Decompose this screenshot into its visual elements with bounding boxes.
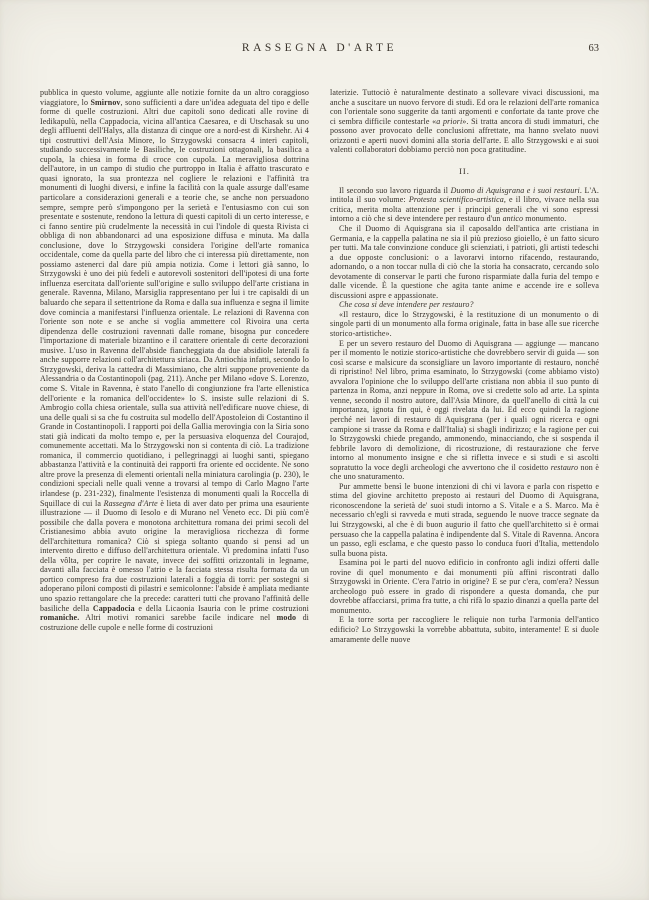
paragraph <box>330 482 599 558</box>
italic-text-segment: Protesta scientifico-artistica <box>408 195 504 205</box>
paragraph <box>330 558 599 615</box>
bold-text-segment: Cappadocia <box>92 603 135 613</box>
text-segment: E la torre sorta per raccogliere le reliquie non turba l'armonia dell'antico edificio? Lo Strzygowski la vorrebbe abbattuta, subito, interamente! E si duole amaramente delle nuove <box>330 615 599 644</box>
journal-title: RASSEGNA D'ARTE <box>241 42 398 54</box>
text-segment: Che il Duomo di Aquisgrana sia il caposaldo dell'antica arte cristiana in Germania, e la cappella palatina ne sia il più prezioso gioiello, è un fatto sicuro per tutti. Ma tale convinzione conduce gli scienziati, i patrioti, gli artisti tedeschi a due opposte conclusioni: o a lavorarvi intorno rifacendo, restaurando, adornando, o a non toccar nulla di ciò che la storia ha consacrato, cercando solo devotamente di conservar le parti che furono risparmiate dalla furia del tempo e dalle vicende. È la questione che agita tante anime e accende ire e solleva discussioni aspre e appassionate. <box>330 224 599 300</box>
text-segment: ». Si tratta ancora di studi immaturi, che possono aver provocato delle conclusioni affrettate, ma hanno svelato nuovi orizzonti e aperti nuovi domini alla storia dell'arte. E allo Strzygowski e ai suoi valenti collaboratori dobbiamo perciò non poca gratitudine. <box>330 116 599 155</box>
text-segment: è lieta di aver dato per prima una esauriente illustrazione — il Duomo di Iesolo e di Murano nel Veneto ecc. Di più com'è possibile che dalla povera e monotona architettura romana dei primi secoli del Cristianesimo abbia avuto origine la meravigliosa ricchezza di forme dell'architettura romanica? Ciò si spiega soltanto quando si pensi ad un intervento diretto e diffuso dell'architettura orientale. Vi predomina infatti l'uso della vôlta, per coprire le navate, invece dei soffitti orizzontali in legname, davanti alla facciata è omesso l'atrio e la facciata stessa risulta formata da un portico compreso fra due costruzioni laterali a foggia di torri: per sostegni si adoperano piloni composti di pilastri e semicolonne: l'abside è ampliata mediante uno spazio rettangolare che la precede: caratteri tutti che provano l'affinità delle basiliche della <box>40 498 309 613</box>
text-segment: , sono sufficienti a dare un'idea adeguata del tipo e delle forme di quelle costruzioni. Altri due capitoli sono dedicati alle rovine di Iedikapulù, nella Cappadocia, vicina all'antica Caesarea, e di Utschasak su uno degli affluenti dell'Halys, alla distanza di cinque ore a nord-est di Kirshehr. Ai 4 tipi costruttivi dell'Asia Minore, lo Strzygowski consacra 4 interi capitoli, studiando successivamente le Basiliche, le costruzioni ottagonali, la basilica a cupola, la chiesa in forma di croce con cupola. La meravigliosa dottrina dell'autore, in un campo di studio che purtroppo in Italia è affatto trascurato e quasi ignorato, la sua prontezza nel cogliere le relazioni e l'affinità tra monumenti di luoghi diversi, e infine la facilità con la quale assurge dall'esame particolare a considerazioni generali e a teorie che, se anche non persuadono sempre, sempre però s'impongono per la serietà e l'entusiasmo con cui son presentate e sostenute, rendono la lettura di questi capitoli di un certo interesse, e ci fanno sentire più crudelmente la necessità in cui l'indole di questa Rivista ci obbliga di non abbandonarci ad una esposizione diffusa e minuta. Ma dalla conclusione, dove lo Strzygowski considera l'origine dell'arte romanica occidentale, come da quella parte del libro che ci interessa più direttamente, non possiamo astenerci dal dare più ampia notizia. Come i lettori già sanno, lo Strzygowski è uno dei più fedeli e autorevoli sostenitori dell'ipotesi di una forte influenza esercitata dall'oriente sull'origine e sullo sviluppo dell'arte cristiana in generale. Ravenna, Milano, Marsiglia rappresentano per lui i tre capisaldi di un baluardo che separa il settentrione da Roma e dalla sua influenza e segna il limite dove comincia a manifestarsi l'influenza orientale. Le relazioni di Ravenna con l'oriente son note e se anche si voglia ammettere col Rivoira una certa dipendenza delle costruzioni ravennati dalle romane, bisogna pur concedere l'importazione di materiale bizantino e il carattere orientale di certe decorazioni musive. L'uso in Ravenna dell'abside fiancheggiata da due absidiole laterali fa anche supporre relazioni coll'architettura siriaca. Da Antiochia infatti, secondo lo Strzygowski, deriva la cattedra di Massimiano, che altri suppone proveniente da Alessandria o da Costantinopoli (pag. 211). Anche per Milano «dove S. Lorenzo, come S. Vitale in Ravenna, è stato l'anello di congiunzione fra l'arte ellenistica dell'oriente e la romanica dell'occidente» lo S. insiste sulle relazioni di S. Ambrogio colla chiesa orientale, sulla sua attività nell'edificare nuove chiese, di una delle quali si sa che fu costruita sul modello dell'Apostoleion di Costantino il Grande in Costantinopoli. I rapporti poi della Gallia merovingia con la Siria sono stati già indicati da molto tempo e, per la persuasiva eloquenza del Courajod, comunemente accettati. Ma lo Strzygowski non si contenta di ciò. La tradizione romanica, il commercio quotidiano, i pellegrinaggi ai luoghi santi, spiegano abbastanza l'attività e la continuità dei rapporti fra oriente ed occidente. Ne sono altre prove la presenza di elementi orientali nella miniatura carolingia (p. 230), le condizioni speciali nelle quali venne a trovarsi al tempo di Carlo Magno l'arte irlandese (p. 231-232), finalmente l'esistenza di monumenti quali la Roccella di Squillace di cui la <box>40 97 309 508</box>
italic-text-segment: a priori <box>436 116 463 126</box>
bold-text-segment: modo <box>276 613 297 623</box>
text-segment: Il secondo suo lavoro riguarda il <box>339 185 451 195</box>
left-column <box>40 88 309 644</box>
italic-text-segment: Duomo di Aquisgrana e i suoi restauri <box>450 185 580 195</box>
text-segment: di costruzione delle cupole e nelle forme di costruzioni <box>40 613 309 632</box>
paragraph <box>330 310 599 339</box>
text-segment: non è che uno snaturamento. <box>330 462 599 482</box>
italic-text-segment: antico <box>502 214 524 224</box>
bold-text-segment: Smirnov <box>90 97 121 107</box>
italic-text-segment: Rassegna d'Arte <box>103 498 158 508</box>
section-heading <box>330 166 599 176</box>
paragraph <box>330 186 599 224</box>
text-segment: , e il libro, vivace nella sua critica, merita molta attenzione per i principi generali che vi sono espressi intorno a ciò che si deve intendere per restauro d'un <box>330 195 600 224</box>
text-segment: laterizie. Tuttociò è naturalmente destinato a sollevare vivaci discussioni, ma anche a suscitare un nuovo fervore di studi. Ed ora le relazioni dell'arte romanica con l'orientale sono suggerite da tanti argomenti e confortate da tante prove che ci sembra difficile contestarle « <box>330 88 599 126</box>
text-segment: Altri motivi romanici sarebbe facile indicare nel <box>79 613 277 623</box>
bold-text-segment: romaniche. <box>40 613 80 623</box>
italic-text-segment: Che cosa si deve intendere per restauro? <box>339 300 474 310</box>
paragraph <box>330 615 599 644</box>
text-segment: «Il restauro, dice lo Strzygowski, è la restituzione di un monumento o di singole parti di un monumento alla forma originale, fatta in base alle sue ricerche storico-artistiche». <box>330 309 599 339</box>
paragraph <box>40 88 309 632</box>
italic-text-segment: restauro <box>550 462 579 472</box>
text-columns <box>40 88 599 644</box>
text-segment: . L'A. intitola il suo volume: <box>330 185 599 205</box>
paragraph <box>330 300 599 310</box>
text-segment: pubblica in questo volume, aggiunte alle notizie fornite da un altro coraggioso viaggiatore, lo <box>40 88 309 107</box>
text-segment: II. <box>459 165 470 176</box>
paragraph <box>330 224 599 300</box>
text-segment: Esamina poi le parti del nuovo edificio in confronto agli indizi offerti dalle rovine di quel monumento e dai monumenti più affini riscontrati dallo Strzygowski in Oriente. C'era l'atrio in origine? E se pur c'era, com'era? Nessun archeologo può essere in grado di rispondere a questa domanda, che pur dovrebbe affacciarsi, prima fra tutte, a chi rifà lo spazio dinanzi a quella parte del monumento. <box>330 558 599 615</box>
text-segment: e della Licaonia Isauria con le prime costruzioni <box>134 603 309 613</box>
page-header <box>40 42 599 58</box>
text-segment: Pur ammette bensì le buone intenzioni di chi vi lavora e parla con rispetto e stima del giovine architetto preposto ai restauri del Duomo di Aquisgrana, riconoscendone la serietà de' suoi studi intorno a S. Vitale e a S. Marco. Ma è necessario ch'egli si ravveda e muti strada, seguendo le nuove tracce segnate da lui Strzygowski, al che è di buon augurio il fatto che quell'architetto si è ormai persuaso che la cappella palatina è indipendente dal S. Vitale di Ravenna. Ancora un passo, egli esclama, e che questo passo lo conduca fuori d'Italia, mettendolo sulla buona pista. <box>330 481 599 558</box>
text-segment: monumento. <box>523 214 567 224</box>
paragraph <box>330 339 599 482</box>
text-segment: E per un severo restauro del Duomo di Aquisgrana — aggiunge — mancano per il momento le notizie storico-artistiche che dovrebbero servir di guida — son così scarse e malsicure da sconsigliare un lavoro importante di restauro, nonché di ripristino! Nel libro, prima esaminato, lo Strzygowski (come abbiamo visto) avvalora l'opinione che lo sviluppo dell'arte cristiana non abbia il suo punto di partenza in Roma, anzi neppure in Roma, ove si credette solo ad arte. La spinta venne, secondo il nostro autore, dall'Asia Minore, da quell'anello di città la cui importanza, ignota fin qui, è oggi rivelata da lui. Ed ecco quindi la ragione perché nei lavori di restauro di Aquisgrana (per i quali ogni ricerca e ogni campione si trasse da Roma e dall'Italia) si sbagli indirizzo; e la ragione per cui lo Strzygowski chiede pregando, ammonendo, minacciando, che si sospenda il febbrile lavoro di demolizione, di ricostruzione, di restaurazione che ferve intorno al monumento insigne e che si rifletta invece e si studi e si ascolti sopratutto la voce degli archeologi che avvertono che il cosidetto <box>330 338 599 472</box>
paragraph <box>330 88 599 155</box>
page-number: 63 <box>588 43 599 54</box>
right-column <box>330 88 599 644</box>
